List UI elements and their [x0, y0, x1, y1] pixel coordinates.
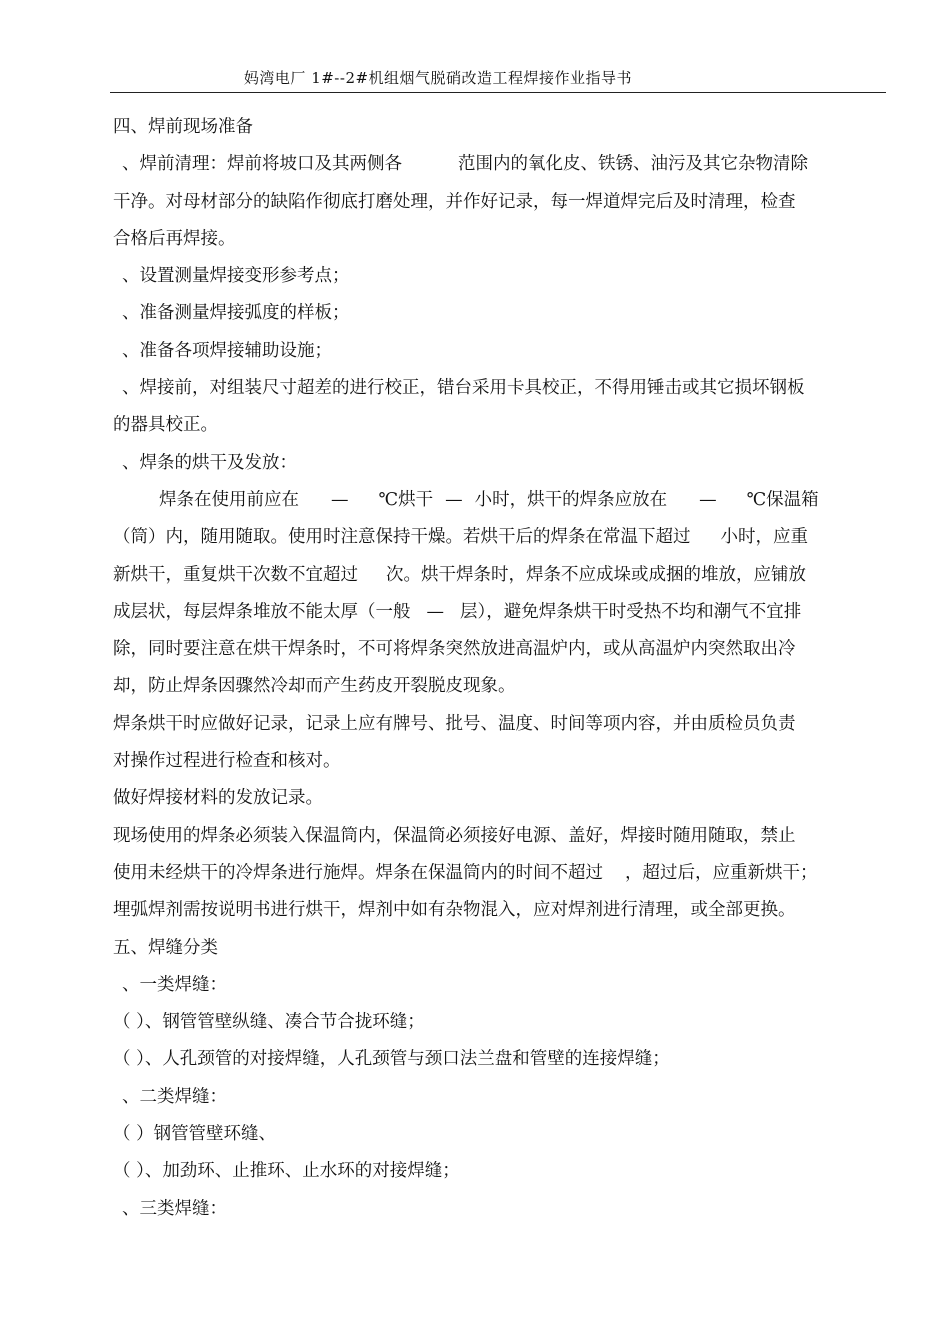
paragraph-line: 却，防止焊条因骤然冷却而产生药皮开裂脱皮现象。 [113, 676, 516, 697]
text-run: — [331, 489, 349, 510]
paragraph-line [113, 482, 869, 519]
header-title: 妈湾电厂 1#--2#机组烟气脱硝改造工程焊接作业指导书 [243, 69, 633, 87]
text-run: — [699, 489, 717, 510]
text-run: 、焊前清理：焊前将坡口及其两侧各 [122, 154, 402, 175]
list-item: （ ）、钢管管壁纵缝、凑合节合拢环缝； [113, 1012, 425, 1033]
section-heading: 五、焊缝分类 [113, 937, 218, 958]
text-run: 小时，应重 [720, 527, 808, 548]
text-run: 次。烘干焊条时，焊条不应成垛或成捆的堆放，应铺放 [386, 564, 806, 585]
paragraph-line: 合格后再焊接。 [113, 228, 236, 249]
text-run: 新烘干，重复烘干次数不宜超过 [113, 564, 358, 585]
paragraph-line: 焊条烘干时应做好记录，记录上应有牌号、批号、温度、时间等项内容，并由质检员负责 [113, 713, 796, 734]
paragraph-line: 的器具校正。 [113, 415, 218, 436]
list-item: 、焊条的烘干及发放： [122, 452, 297, 473]
list-item: 、设置测量焊接变形参考点； [122, 266, 350, 287]
text-run: ℃烘干 [378, 489, 434, 510]
text-run: 使用未经烘干的冷焊条进行施焊。焊条在保温筒内的时间不超过 [113, 862, 603, 883]
paragraph-line: 除，同时要注意在烘干焊条时，不可将焊条突然放进高温炉内，或从高温炉内突然取出冷 [113, 639, 796, 660]
paragraph-line [113, 146, 869, 183]
paragraph-line [113, 519, 869, 556]
text-run: ，超过后，应重新烘干； [625, 862, 818, 883]
paragraph-line: 对操作过程进行检查和核对。 [113, 751, 341, 772]
list-item: 、焊接前，对组装尺寸超差的进行校正，错台采用卡具校正，不得用锤击或其它损坏钢板 [122, 378, 805, 399]
list-item: 、准备测量焊接弧度的样板； [122, 303, 350, 324]
text-run: （筒）内，随用随取。使用时注意保持干燥。若烘干后的焊条在常温下超过 [113, 527, 691, 548]
list-item: 、准备各项焊接辅助设施； [122, 340, 332, 361]
list-item: （ ）、加劲环、止推环、止水环的对接焊缝； [113, 1161, 460, 1182]
text-run: 范围内的氧化皮、铁锈、油污及其它杂物清除 [458, 154, 808, 175]
list-item: 、二类焊缝： [122, 1086, 227, 1107]
list-item: （ ）、人孔颈管的对接焊缝，人孔颈管与颈口法兰盘和管壁的连接焊缝； [113, 1049, 670, 1070]
text-run: — [426, 601, 444, 622]
paragraph-line [113, 594, 869, 631]
text-run: 小时，烘干的焊条应放在 [474, 489, 668, 510]
page-header [110, 66, 886, 93]
text-run: 焊条在使用前应在 [159, 489, 299, 510]
document-body [113, 109, 869, 1228]
paragraph-line: 现场使用的焊条必须装入保温筒内，保温筒必须接好电源、盖好，焊接时随用随取，禁止 [113, 825, 796, 846]
text-run: — [445, 489, 463, 510]
list-item: 、三类焊缝： [122, 1198, 227, 1219]
paragraph-line [113, 557, 869, 594]
list-item: 、一类焊缝： [122, 974, 227, 995]
text-run: 层），避免焊条烘干时受热不均和潮气不宜排 [460, 601, 802, 622]
paragraph-line [113, 855, 869, 892]
section-heading: 四、焊前现场准备 [113, 117, 253, 137]
text-run: 成层状，每层焊条堆放不能太厚（一般 [113, 601, 411, 622]
paragraph-line: 做好焊接材料的发放记录。 [113, 788, 323, 809]
text-run: ℃保温箱 [746, 489, 819, 510]
list-item: （ ）钢管管壁环缝、 [113, 1124, 277, 1145]
paragraph-line: 埋弧焊剂需按说明书进行烘干，焊剂中如有杂物混入，应对焊剂进行清理，或全部更换。 [113, 900, 796, 921]
paragraph-line: 干净。对母材部分的缺陷作彻底打磨处理，并作好记录，每一焊道焊完后及时清理，检查 [113, 191, 796, 212]
